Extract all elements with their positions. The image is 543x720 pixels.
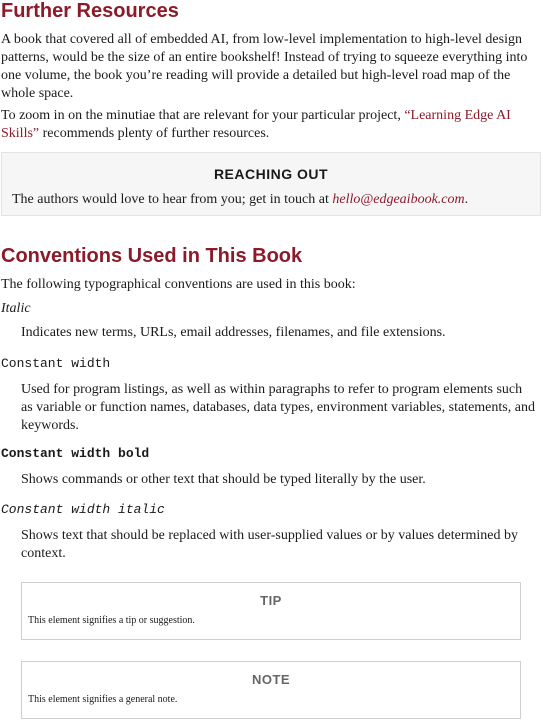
term-constant-width-italic: Constant width italic [1, 502, 165, 517]
email-link[interactable]: hello@edgeaibook.com [332, 192, 465, 207]
conventions-heading: Conventions Used in This Book [1, 245, 303, 267]
definition-constant-width-italic: Shows text that should be replaced with user-supplied values or by values determined by context. [21, 528, 518, 561]
tip-box [21, 582, 521, 640]
learning-edge-ai-skills-link[interactable]: “Learning Edge AI Skills” [1, 108, 511, 141]
note-text: This element signifies a general note. [28, 694, 178, 705]
further-resources-paragraph: A book that covered all of embedded AI, from low-level implementation to high-level design patterns, would be the size of an entire bookshelf! Instead of trying to squeeze everything into one volume, the book you’re reading will provide a detailed but high-level road map of the whole space. [1, 32, 528, 101]
term-italic: Italic [1, 301, 31, 316]
note-label: NOTE [251, 672, 291, 687]
callout-body [12, 191, 468, 209]
tip-text: This element signifies a tip or suggestion. [28, 615, 195, 626]
note-box [21, 661, 521, 719]
further-resources-link-paragraph [1, 107, 529, 143]
term-constant-width-bold: Constant width bold [1, 446, 150, 461]
tip-label: TIP [260, 593, 282, 608]
term-constant-width: Constant width [1, 356, 111, 371]
conventions-intro: The following typographical conventions are used in this book: [1, 277, 356, 292]
definition-constant-width-bold: Shows commands or other text that should be typed literally by the user. [21, 472, 426, 487]
further-resources-heading: Further Resources [1, 0, 179, 22]
callout-title: REACHING OUT [213, 166, 329, 182]
para2-text-after: recommends plenty of further resources. [39, 126, 270, 141]
definition-italic: Indicates new terms, URLs, email addresses, filenames, and file extensions. [21, 325, 446, 340]
reaching-out-callout [1, 152, 541, 216]
definition-constant-width: Used for program listings, as well as within paragraphs to refer to program elements such as variable or function names, databases, data types, environment variables, statements, and keywords. [21, 382, 535, 433]
para2-text-before: To zoom in on the minutiae that are relevant for your particular project, [1, 108, 405, 123]
callout-text-before: The authors would love to hear from you; get in touch at [12, 192, 333, 207]
callout-text-after: . [464, 192, 469, 207]
